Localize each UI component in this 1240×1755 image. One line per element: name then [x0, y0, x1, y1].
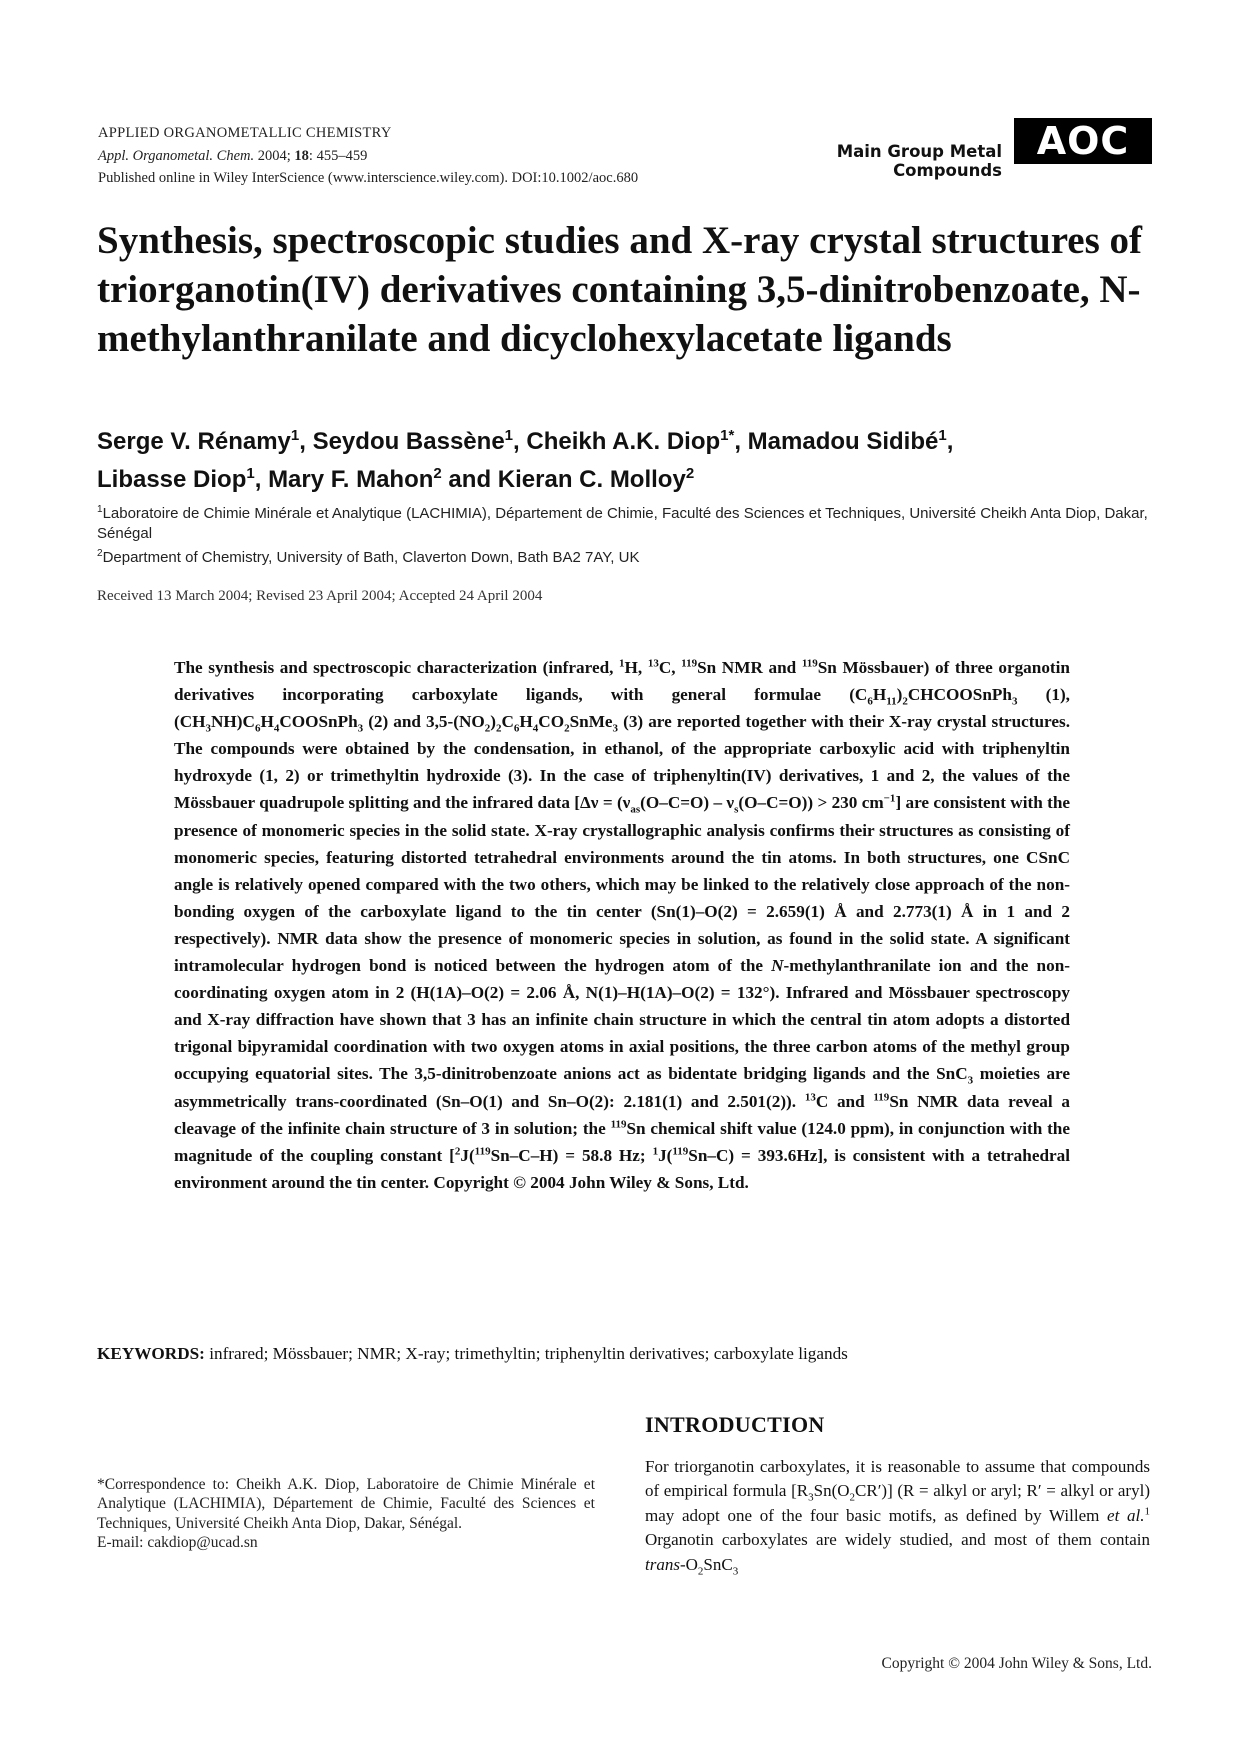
author-name: Kieran C. Molloy — [497, 466, 686, 493]
abstract: The synthesis and spectroscopic characterization (infrared, $^1$H, $^{13}$C, $^{119}$Sn NMR and $^{119}$Sn Mössbauer) of three organotin derivatives incorporating carboxylate ligands, with general formulae $(C_6H_{11})_2CHCOOSnPh_3$ (1), $(CH_3NH)C_6H_4COOSnPh_3$ (2) and $3,5-(NO_2)_2C_6H_4CO_2SnMe_3$ (3) are reported together with their X-ray crystal structures. The compounds were obtained by the condensation, in ethanol, of the appropriate carboxylic acid with triphenyltin hydroxyde (1, 2) or trimethyltin hydroxide (3). In the case of triphenyltin(IV) derivatives, 1 and 2, the values of the Mössbauer quadrupole splitting and the infrared data [$\Delta\nu = (\nu_{as}(O-C=O) - \nu_s(O-C=O)) > 230$ $cm^{-1}$] are consistent with the presence of monomeric species in the solid state. X-ray crystallographic analysis confirms their structures as consisting of monomeric species, featuring distorted tetrahedral environments around the tin atoms. In both structures, one CSnC angle is relatively opened compared with the two others, which may be linked to the relatively close approach of the non-bonding oxygen of the carboxylate ligand to the tin center (Sn(1)–O(2) = 2.659(1) Å and 2.773(1) Å in 1 and 2 respectively). NMR data show the presence of monomeric species in solution, as found in the solid state. A significant intramolecular hydrogen bond is noticed between the hydrogen atom of the N-methylanthranilate ion and the non-coordinating oxygen atom in 2 (H(1A)–O(2) = 2.06 Å, N(1)–H(1A)–O(2) = 132°). Infrared and Mössbauer spectroscopy and X-ray diffraction have shown that 3 has an infinite chain structure in which the central tin atom adopts a distorted trigonal bipyramidal coordination with two oxygen atoms in axial positions, the three carbon atoms of the methyl group occupying equatorial sites. The 3,5-dinitrobenzoate anions act as bidentate bridging ligands and the SnC$_3$ moieties are asymmetrically trans-coordinated (Sn–O(1) and Sn–O(2): 2.181(1) and 2.501(2)). $^{13}$C and $^{119}$Sn NMR data reveal a cleavage of the infinite chain structure of 3 in solution; the $^{119}$Sn chemical shift value (124.0 ppm), in conjunction with the magnitude of the coupling constant [$^2$J($^{119}$Sn–C–H) = 58.8 Hz; $^1$J($^{119}$Sn–C) = 393.6Hz], is consistent with a tetrahedral environment around the tin center. Copyright © 2004 John Wiley & Sons, Ltd. — [174, 657, 1071, 1192]
correspondence-text: *Correspondence to: Cheikh A.K. Diop, Laboratoire de Chimie Minérale et Analytique (LACHIMIA), Département de Chimie, Faculté des Sciences et Techniques, Université Cheikh Anta Diop, Dakar, Sénégal. — [97, 1476, 595, 1532]
author-affil: 1 — [290, 427, 300, 444]
author-name: Mamadou Sidibé — [747, 428, 939, 455]
affiliations — [97, 500, 1157, 568]
author-name: Cheikh A.K. Diop — [526, 428, 721, 455]
affiliation-2 — [97, 544, 1157, 568]
footer-copyright: Copyright © 2004 John Wiley & Sons, Ltd. — [881, 1655, 1152, 1672]
author-list: Serge V. Rénamy$^1$, Seydou Bassène$^1$, Cheikh A.K. Diop$^{1*}$, Mamadou Sidibé$^1$, Libasse Diop$^1$, Mary F. Mahon$^2$ and Kieran C. Molloy$^2$ — [97, 427, 954, 493]
affiliation-number: 1 — [97, 504, 103, 515]
affiliation-text: Laboratoire de Chimie Minérale et Analytique (LACHIMIA), Département de Chimie, Faculté des Sciences et Techniques, Université Cheikh Anta Diop, Dakar, Sénégal — [97, 505, 1148, 542]
received-dates: Received 13 March 2004; Revised 23 April 2004; Accepted 24 April 2004 — [97, 588, 543, 604]
keywords-text: infrared; Mössbauer; NMR; X-ray; trimethyltin; triphenyltin derivatives; carboxylate ligands — [204, 1344, 848, 1363]
author-name: Mary F. Mahon — [268, 466, 434, 493]
affiliation-text: Department of Chemistry, University of Bath, Claverton Down, Bath BA2 7AY, UK — [102, 549, 640, 566]
article-title: Synthesis, spectroscopic studies and X-ray crystal structures of triorganotin(IV) derivatives containing 3,5-dinitrobenzoate, N-methylanthranilate and dicyclohexylacetate ligands — [97, 219, 1143, 360]
section-label: Main Group Metal Compounds — [836, 142, 1002, 180]
citation-line — [98, 145, 367, 167]
citation-pages: : 455–459 — [308, 148, 368, 164]
author-affil: 1 — [938, 427, 947, 444]
correspondence-email: E-mail: cakdiop@ucad.sn — [97, 1534, 258, 1552]
author-affil: 1 — [504, 427, 514, 444]
affiliation-number: 2 — [97, 548, 103, 559]
author-affil: 2 — [433, 465, 442, 482]
journal-name: APPLIED ORGANOMETALLIC CHEMISTRY — [98, 125, 392, 141]
author-affil: 1 — [246, 465, 255, 482]
author-name: Libasse Diop — [97, 466, 247, 493]
affiliation-1 — [97, 500, 1157, 544]
citation-volume: 18 — [294, 148, 309, 164]
author-name: Seydou Bassène — [312, 428, 505, 455]
citation-year: 2004; — [257, 148, 291, 164]
author-name: Serge V. Rénamy — [97, 428, 291, 455]
author-affil: 1* — [720, 427, 735, 444]
keywords-label: KEYWORDS: — [97, 1344, 205, 1363]
correspondence-note — [97, 1475, 595, 1553]
introduction-text: For triorganotin carboxylates, it is reasonable to assume that compounds of empirical formula $[R_3Sn(O_2CR')] (R$ = alkyl or aryl; R′ = alkyl or aryl) may adopt one of the four basic motifs, as defined by Willem et al.$^1$ Organotin carboxylates are widely studied, and most of them contain trans-$O_2SnC_3$ — [645, 1457, 1150, 1578]
author-affil: 2 — [685, 465, 695, 482]
journal-logo: AOC — [1014, 118, 1152, 164]
published-online-line: Published online in Wiley InterScience (www.interscience.wiley.com). DOI:10.1002/aoc.680 — [98, 170, 639, 186]
keywords — [97, 1344, 1157, 1364]
introduction-heading: INTRODUCTION — [645, 1412, 825, 1437]
citation-journal: Appl. Organometal. Chem. — [98, 148, 255, 164]
